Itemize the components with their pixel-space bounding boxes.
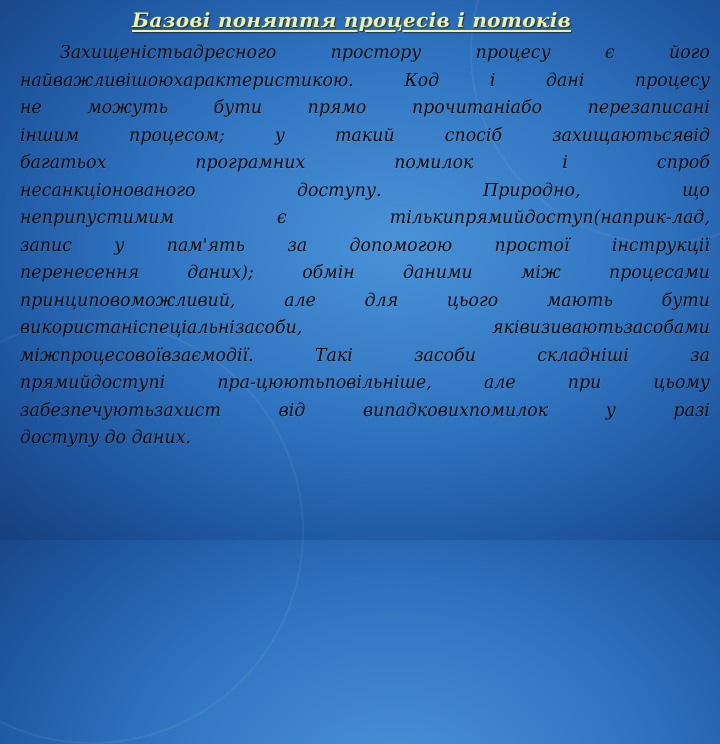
slide-title: Базові поняття процесів і потоків	[132, 8, 572, 32]
paragraph-line: забезпечуютьзахист від випадковихпомилок у разі	[20, 400, 710, 421]
paragraph-line: доступу до даних.	[20, 428, 192, 448]
slide-body	[20, 40, 710, 453]
paragraph-line: багатьох програмних помилок і спроб	[20, 153, 710, 173]
paragraph-line: не можуть бути прямо прочитаніабо перезаписані	[20, 98, 710, 118]
paragraph-line: Захищеністьадресного простору процесу є його	[60, 43, 710, 63]
paragraph-line: неприпустимим є тількипрямийдоступ(наприк-лад,	[20, 208, 710, 228]
paragraph-line: найважливішоюхарактеристикою. Код і дані процесу	[20, 70, 710, 91]
paragraph-line: іншим процесом; у такий спосіб захищаютьсявід	[20, 125, 710, 146]
paragraph-line: запис у пам'ять за допомогою простої інструкції	[20, 235, 710, 256]
paragraph-line: перенесення даних); обмін даними між процесами	[20, 263, 710, 283]
paragraph-line: прямийдоступі пра-цюютьповільніше, але при цьому	[20, 373, 710, 393]
paragraph-line: принциповоможливий, але для цього мають бути	[20, 290, 710, 311]
paragraph-line: несанкціонованого доступу. Природно, що	[20, 180, 710, 201]
paragraph-line: використаніспеціальнізасоби, яківизиваютьзасобами	[20, 318, 710, 338]
paragraph-line: міжпроцесовоївзаємодії. Такі засоби складніші за	[20, 345, 710, 366]
